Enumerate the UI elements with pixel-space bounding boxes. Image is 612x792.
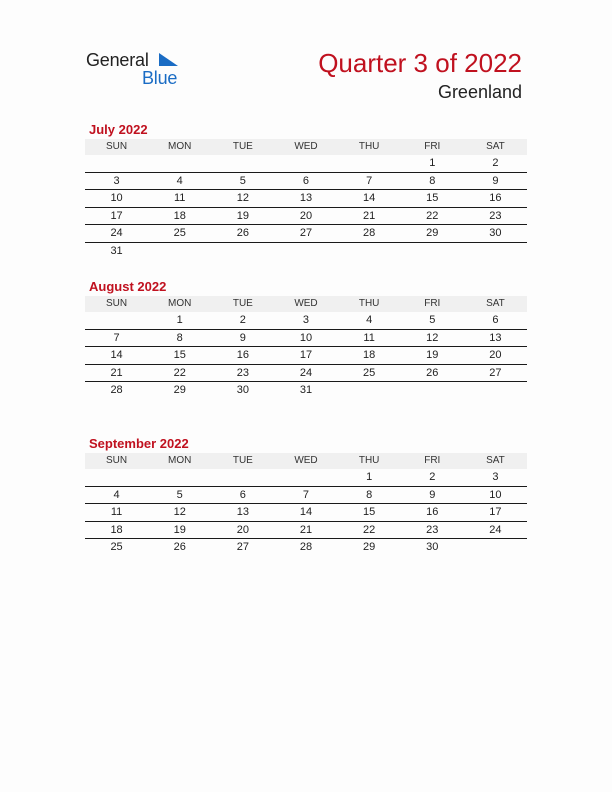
calendar-grid [85, 139, 527, 259]
week-row [85, 469, 527, 486]
day-cell [401, 242, 464, 259]
day-cell: 29 [363, 541, 376, 554]
day-cell: 13 [274, 190, 337, 208]
day-cell: 17 [274, 347, 337, 365]
weekday-header: THU [338, 453, 401, 469]
day-cell: 21 [274, 521, 337, 539]
day-cell [464, 382, 527, 399]
day-cell: 3 [85, 172, 148, 190]
day-cell: 19 [148, 521, 211, 539]
logo-text-blue: Blue [142, 68, 178, 88]
day-cell: 17 [85, 207, 148, 225]
weekday-header: SAT [464, 453, 527, 469]
day-cell: 15 [148, 347, 211, 365]
day-cell [211, 155, 274, 172]
day-cell: 25 [110, 541, 123, 554]
weekday-header: MON [148, 296, 211, 312]
day-cell: 6 [211, 486, 274, 504]
day-cell [148, 155, 211, 172]
day-cell: 5 [401, 312, 464, 329]
weekday-header: TUE [211, 453, 274, 469]
week-row [85, 312, 527, 329]
weekday-header: SAT [464, 296, 527, 312]
day-cell: 14 [85, 347, 148, 365]
day-cell: 27 [464, 364, 527, 382]
month-title: September 2022 [89, 436, 189, 451]
day-cell: 18 [338, 347, 401, 365]
day-cell: 1 [148, 312, 211, 329]
day-cell: 28 [299, 541, 313, 554]
day-cell: 1 [401, 155, 464, 172]
day-cell: 10 [274, 329, 337, 347]
day-cell: 11 [148, 190, 211, 208]
weekday-header: THU [338, 296, 401, 312]
day-cell: 29 [173, 384, 186, 397]
day-cell: 12 [148, 504, 211, 522]
day-cell: 24 [85, 225, 148, 243]
day-cell: 7 [85, 329, 148, 347]
weekday-header: TUE [211, 139, 274, 155]
day-cell: 12 [211, 190, 274, 208]
day-cell: 12 [401, 329, 464, 347]
weekday-header: SUN [85, 453, 148, 469]
day-cell: 8 [148, 329, 211, 347]
day-cell: 11 [338, 329, 401, 347]
day-cell: 25 [338, 364, 401, 382]
week-row [85, 242, 527, 259]
month-title: July 2022 [89, 122, 148, 137]
day-cell: 3 [274, 312, 337, 329]
day-cell [148, 469, 211, 486]
week-row [85, 225, 527, 243]
weekday-header: FRI [401, 296, 464, 312]
day-cell: 29 [401, 225, 464, 243]
day-cell: 2 [211, 312, 274, 329]
day-cell: 22 [148, 364, 211, 382]
day-cell: 24 [274, 364, 337, 382]
day-cell: 10 [85, 190, 148, 208]
weekday-header: FRI [401, 139, 464, 155]
day-cell: 13 [464, 329, 527, 347]
day-cell: 17 [464, 504, 527, 522]
day-cell [274, 469, 337, 486]
day-cell: 16 [464, 190, 527, 208]
day-cell [211, 242, 274, 259]
month-july [85, 121, 527, 259]
day-cell: 23 [211, 364, 274, 382]
day-cell: 4 [85, 486, 148, 504]
day-cell: 30 [426, 541, 439, 554]
day-cell: 18 [85, 521, 148, 539]
day-cell: 24 [464, 521, 527, 539]
weekday-header: MON [148, 139, 211, 155]
day-cell: 23 [464, 207, 527, 225]
day-cell [338, 155, 401, 172]
day-cell: 9 [401, 486, 464, 504]
week-row [85, 207, 527, 225]
day-cell: 23 [401, 521, 464, 539]
week-row [85, 521, 527, 539]
day-cell: 19 [211, 207, 274, 225]
day-cell: 21 [85, 364, 148, 382]
day-cell: 26 [173, 541, 186, 554]
day-cell: 26 [401, 364, 464, 382]
day-cell: 31 [299, 384, 313, 397]
weekday-header: SUN [85, 296, 148, 312]
day-cell: 15 [338, 504, 401, 522]
day-cell [85, 469, 148, 486]
page-title: Quarter 3 of 2022 [318, 48, 522, 78]
day-cell [85, 155, 148, 172]
week-row [85, 539, 527, 556]
day-cell: 9 [464, 172, 527, 190]
week-row [85, 504, 527, 522]
day-cell: 4 [338, 312, 401, 329]
day-cell: 18 [148, 207, 211, 225]
week-row [85, 155, 527, 172]
day-cell: 31 [110, 244, 123, 257]
day-cell: 21 [338, 207, 401, 225]
logo-text-general: General [86, 50, 149, 70]
day-cell [274, 242, 337, 259]
day-cell [464, 242, 527, 259]
day-cell [338, 242, 401, 259]
day-cell: 20 [211, 521, 274, 539]
day-cell: 1 [338, 469, 401, 486]
day-cell: 28 [338, 225, 401, 243]
week-row [85, 364, 527, 382]
day-cell: 8 [338, 486, 401, 504]
day-cell: 7 [338, 172, 401, 190]
day-cell: 5 [148, 486, 211, 504]
weekday-header: THU [338, 139, 401, 155]
week-row [85, 347, 527, 365]
calendar-grid [85, 453, 527, 556]
day-cell [338, 382, 401, 399]
day-cell: 6 [274, 172, 337, 190]
day-cell: 22 [401, 207, 464, 225]
week-row [85, 172, 527, 190]
brand-logo [86, 50, 186, 90]
region-name: Greenland [437, 82, 522, 102]
weekday-header: SAT [464, 139, 527, 155]
weekday-header: WED [274, 139, 337, 155]
month-title: August 2022 [89, 279, 167, 294]
weekday-header: FRI [401, 453, 464, 469]
day-cell: 5 [211, 172, 274, 190]
day-cell: 16 [401, 504, 464, 522]
day-cell: 8 [401, 172, 464, 190]
day-cell: 20 [274, 207, 337, 225]
week-row [85, 486, 527, 504]
day-cell: 14 [338, 190, 401, 208]
day-cell: 4 [148, 172, 211, 190]
day-cell: 22 [338, 521, 401, 539]
week-row [85, 329, 527, 347]
day-cell [401, 382, 464, 399]
day-cell: 27 [236, 541, 249, 554]
week-row [85, 190, 527, 208]
day-cell: 9 [211, 329, 274, 347]
day-cell [464, 539, 527, 556]
day-cell: 30 [464, 225, 527, 243]
day-cell: 2 [401, 469, 464, 486]
day-cell: 19 [401, 347, 464, 365]
day-cell: 2 [464, 155, 527, 172]
month-august [85, 278, 527, 399]
week-row [85, 382, 527, 399]
day-cell: 27 [274, 225, 337, 243]
day-cell: 11 [85, 504, 148, 522]
day-cell [148, 242, 211, 259]
day-cell: 16 [211, 347, 274, 365]
day-cell: 15 [401, 190, 464, 208]
day-cell: 14 [274, 504, 337, 522]
day-cell: 10 [464, 486, 527, 504]
weekday-header: SUN [85, 139, 148, 155]
day-cell: 30 [236, 384, 249, 397]
calendar-grid [85, 296, 527, 399]
day-cell: 25 [148, 225, 211, 243]
day-cell: 28 [110, 384, 123, 397]
day-cell [211, 469, 274, 486]
weekday-header: TUE [211, 296, 274, 312]
day-cell: 6 [464, 312, 527, 329]
day-cell: 13 [211, 504, 274, 522]
day-cell [274, 155, 337, 172]
month-september [85, 435, 527, 556]
blue-triangle-flag-icon [159, 53, 179, 67]
day-cell: 3 [464, 469, 527, 486]
day-cell: 7 [274, 486, 337, 504]
day-cell: 26 [211, 225, 274, 243]
weekday-header: WED [274, 296, 337, 312]
day-cell: 20 [464, 347, 527, 365]
weekday-header: MON [148, 453, 211, 469]
weekday-header: WED [274, 453, 337, 469]
day-cell [85, 312, 148, 329]
